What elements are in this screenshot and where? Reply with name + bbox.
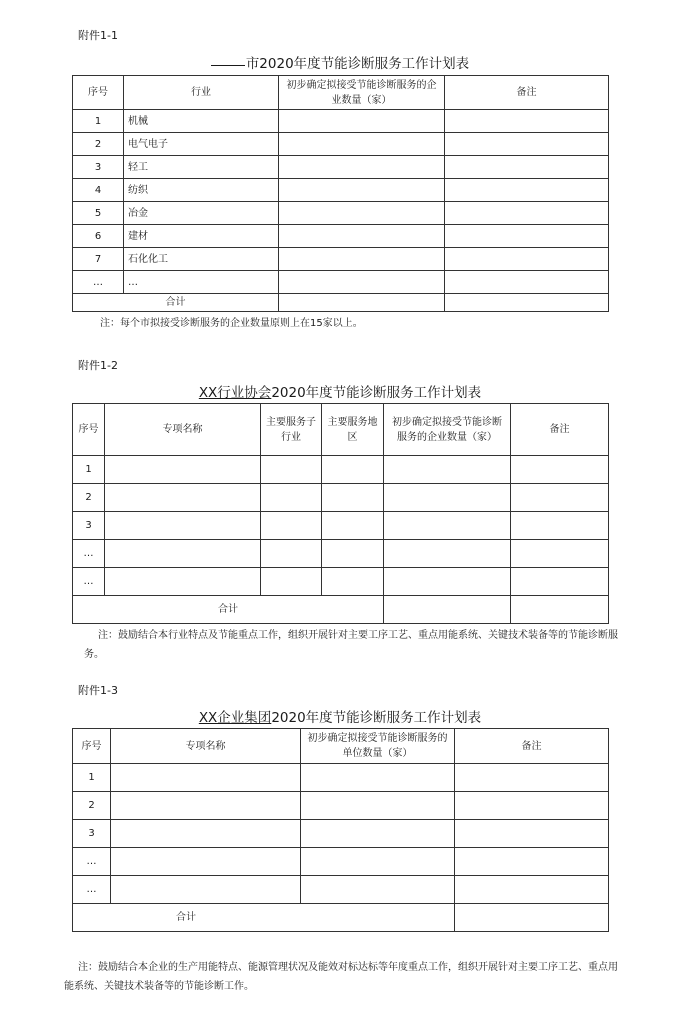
- table-row: [73, 271, 609, 294]
- table-row: [73, 110, 609, 133]
- table-header-row: [73, 404, 609, 456]
- table-row: [73, 512, 609, 540]
- empty-cell: [322, 456, 384, 484]
- total-row: [73, 596, 609, 624]
- row-no: 1: [73, 764, 111, 792]
- empty-cell: [261, 568, 322, 596]
- row-no: 5: [73, 202, 124, 225]
- empty-cell: [105, 484, 261, 512]
- header-cell-no: 序号: [73, 404, 105, 456]
- row-no: …: [73, 876, 111, 904]
- empty-cell: [384, 540, 511, 568]
- table-row: [73, 133, 609, 156]
- row-industry: 轻工: [124, 156, 279, 179]
- row-no: 3: [73, 156, 124, 179]
- title-blank-line: [211, 64, 245, 66]
- annex-1-2-note: 注：鼓励结合本行业特点及节能重点工作，组织开展针对主要工序工艺、重点用能系统、关键技术装备等的节能诊断服务。: [84, 630, 618, 660]
- annex-1-3-label: 附件1-3: [78, 684, 118, 697]
- row-no: 2: [73, 133, 124, 156]
- empty-cell: [301, 764, 455, 792]
- empty-cell: [279, 179, 445, 202]
- empty-cell: [511, 596, 609, 624]
- empty-cell: [384, 568, 511, 596]
- annex-1-1-label: 附件1-1: [78, 29, 118, 42]
- empty-cell: [455, 848, 609, 876]
- table-row: [73, 225, 609, 248]
- header-cell-project: 专项名称: [111, 729, 301, 764]
- empty-cell: [384, 456, 511, 484]
- annex-1-2-title: [0, 381, 680, 401]
- row-industry: 机械: [124, 110, 279, 133]
- row-no: 2: [73, 484, 105, 512]
- table-row: [73, 848, 609, 876]
- table-row: [73, 202, 609, 225]
- table-row: [73, 568, 609, 596]
- row-no: 3: [73, 820, 111, 848]
- annex-1-2-title-text: 2020年度节能诊断服务工作计划表: [271, 385, 482, 401]
- empty-cell: [279, 248, 445, 271]
- empty-cell: [261, 484, 322, 512]
- empty-cell: [445, 294, 609, 312]
- annex-1-2-table: [72, 403, 609, 624]
- header-cell-remark: 备注: [511, 404, 609, 456]
- empty-cell: [445, 225, 609, 248]
- row-no: …: [73, 540, 105, 568]
- empty-cell: [511, 568, 609, 596]
- header-cell-project: 专项名称: [105, 404, 261, 456]
- annex-1-3-title-underlined: XX企业集团: [198, 710, 272, 726]
- empty-cell: [279, 225, 445, 248]
- empty-cell: [279, 133, 445, 156]
- total-label: 合计: [73, 596, 384, 624]
- row-no: 1: [73, 456, 105, 484]
- empty-cell: [455, 764, 609, 792]
- empty-cell: [384, 596, 511, 624]
- annex-1-3-title: [0, 706, 680, 726]
- table-row: [73, 540, 609, 568]
- row-no: 2: [73, 792, 111, 820]
- header-cell-remark: 备注: [455, 729, 609, 764]
- empty-cell: [261, 456, 322, 484]
- header-cell-remark: 备注: [445, 76, 609, 110]
- row-no: …: [73, 271, 124, 294]
- empty-cell: [445, 179, 609, 202]
- table-row: [73, 876, 609, 904]
- header-cell-count: 初步确定拟接受节能诊断服务的企业数量（家）: [384, 404, 511, 456]
- table-row: [73, 456, 609, 484]
- empty-cell: [445, 110, 609, 133]
- annex-1-3-note: 注：鼓励结合本企业的生产用能特点、能源管理状况及能效对标达标等年度重点工作，组织开展针对主要工序工艺、重点用能系统、关键技术装备等的节能诊断工作。: [64, 962, 618, 992]
- empty-cell: [105, 540, 261, 568]
- table-row: [73, 764, 609, 792]
- empty-cell: [301, 848, 455, 876]
- row-no: …: [73, 848, 111, 876]
- empty-cell: [445, 133, 609, 156]
- header-cell-industry: 行业: [124, 76, 279, 110]
- row-no: 1: [73, 110, 124, 133]
- empty-cell: [301, 876, 455, 904]
- empty-cell: [445, 248, 609, 271]
- empty-cell: [511, 512, 609, 540]
- empty-cell: [455, 876, 609, 904]
- empty-cell: [111, 820, 301, 848]
- annex-1-2-title-underlined: XX行业协会: [198, 385, 272, 401]
- empty-cell: [455, 792, 609, 820]
- empty-cell: [111, 848, 301, 876]
- empty-cell: [322, 512, 384, 540]
- table-row: [73, 248, 609, 271]
- row-no: 3: [73, 512, 105, 540]
- empty-cell: [511, 484, 609, 512]
- empty-cell: [322, 540, 384, 568]
- header-cell-sub-industry: 主要服务子行业: [261, 404, 322, 456]
- annex-1-3-table: [72, 728, 609, 932]
- empty-cell: [384, 484, 511, 512]
- table-row: [73, 156, 609, 179]
- row-no: 4: [73, 179, 124, 202]
- row-industry: 石化化工: [124, 248, 279, 271]
- table-header-row: [73, 729, 609, 764]
- empty-cell: [279, 202, 445, 225]
- row-industry: …: [124, 271, 279, 294]
- empty-cell: [261, 540, 322, 568]
- total-label: 合计: [73, 904, 455, 932]
- row-no: …: [73, 568, 105, 596]
- empty-cell: [105, 456, 261, 484]
- row-industry: 冶金: [124, 202, 279, 225]
- empty-cell: [322, 484, 384, 512]
- row-no: 7: [73, 248, 124, 271]
- empty-cell: [105, 512, 261, 540]
- empty-cell: [111, 792, 301, 820]
- empty-cell: [445, 156, 609, 179]
- annex-1-1-title-text: 市2020年度节能诊断服务工作计划表: [245, 56, 470, 72]
- empty-cell: [511, 540, 609, 568]
- annex-1-3-title-text: 2020年度节能诊断服务工作计划表: [271, 710, 482, 726]
- empty-cell: [111, 876, 301, 904]
- header-cell-count: 初步确定拟接受节能诊断服务的企业数量（家）: [279, 76, 445, 110]
- header-cell-no: 序号: [73, 729, 111, 764]
- annex-1-1-note: 注：每个市拟接受诊断服务的企业数量原则上在15家以上。: [100, 318, 363, 329]
- empty-cell: [279, 110, 445, 133]
- empty-cell: [455, 820, 609, 848]
- empty-cell: [279, 271, 445, 294]
- table-row: [73, 179, 609, 202]
- total-row: [73, 904, 609, 932]
- annex-1-2-label: 附件1-2: [78, 359, 118, 372]
- total-row: [73, 294, 609, 312]
- empty-cell: [301, 820, 455, 848]
- empty-cell: [111, 764, 301, 792]
- empty-cell: [279, 294, 445, 312]
- empty-cell: [384, 512, 511, 540]
- total-label: 合计: [73, 294, 279, 312]
- empty-cell: [105, 568, 261, 596]
- annex-1-1-table: [72, 75, 609, 312]
- row-no: 6: [73, 225, 124, 248]
- empty-cell: [445, 271, 609, 294]
- row-industry: 纺织: [124, 179, 279, 202]
- empty-cell: [511, 456, 609, 484]
- empty-cell: [455, 904, 609, 932]
- table-header-row: [73, 76, 609, 110]
- row-industry: 电气电子: [124, 133, 279, 156]
- table-row: [73, 792, 609, 820]
- empty-cell: [301, 792, 455, 820]
- header-cell-no: 序号: [73, 76, 124, 110]
- empty-cell: [261, 512, 322, 540]
- table-row: [73, 820, 609, 848]
- header-cell-region: 主要服务地区: [322, 404, 384, 456]
- empty-cell: [445, 202, 609, 225]
- row-industry: 建材: [124, 225, 279, 248]
- empty-cell: [279, 156, 445, 179]
- table-row: [73, 484, 609, 512]
- empty-cell: [322, 568, 384, 596]
- annex-1-1-title: [0, 52, 680, 72]
- header-cell-count: 初步确定拟接受节能诊断服务的单位数量（家）: [301, 729, 455, 764]
